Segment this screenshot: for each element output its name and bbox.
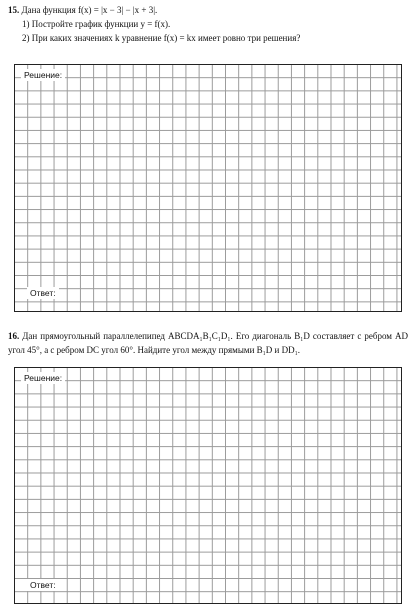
problem-16	[8, 329, 408, 357]
problem-15-item-2: 2) При каких значениях k уравнение f(x) = kx имеет ровно три решения?	[22, 33, 301, 43]
problem-15-header	[8, 3, 408, 17]
problem-15-number: 15.	[8, 5, 20, 15]
solution-label: Решение:	[21, 69, 65, 81]
problem-15	[8, 3, 408, 45]
problem-15-statement: Дана функция f(x) = |x − 3| − |x + 3|.	[21, 5, 158, 15]
solution-grid-16[interactable]	[14, 367, 402, 604]
problem-16-statement: Дан прямоугольный параллелепипед ABCDA₁B₁C₁D₁. Его диагональ B₁D составляет с ребром AD угол 45°, а с ребром DC угол 60°. Найдите угол между прямыми B₁D и DD₁.	[8, 331, 408, 355]
problem-15-item-1: 1) Постройте график функции y = f(x).	[22, 19, 171, 29]
answer-label: Ответ:	[27, 287, 59, 299]
solution-grid-15[interactable]	[14, 64, 402, 312]
answer-label: Ответ:	[27, 579, 59, 591]
problem-16-number: 16.	[8, 331, 20, 341]
solution-label: Решение:	[21, 372, 65, 384]
